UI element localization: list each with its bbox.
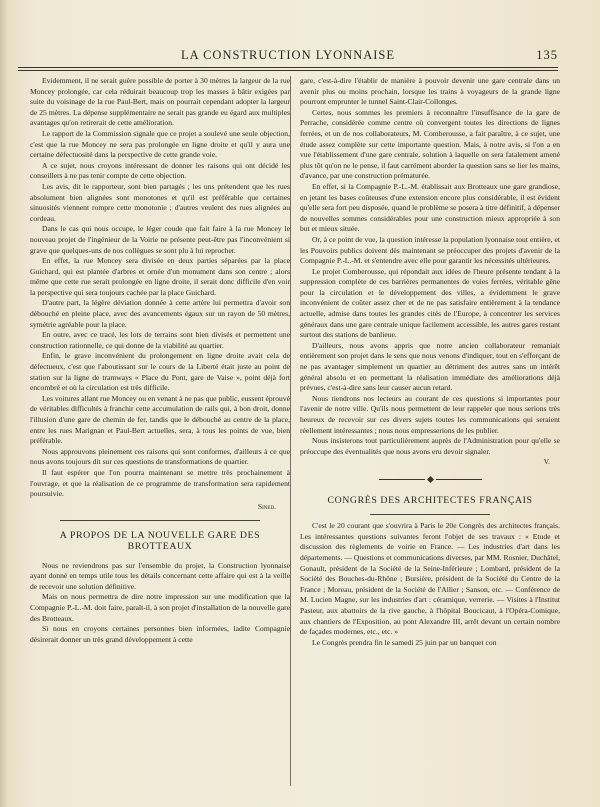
paragraph: En effet, si la Compagnie P.-L.-M. établissait aux Brotteaux une gare grandiose, en jetant les bases coûteuses d'une extension encore plus considérable, il est évident qu'elle sera fort peu disposée, quand le problème se posera à titre définitif, à dépenser de nouvelles sommes considérables pour une construction mieux appropriée à son but et mieux située. bbox=[300, 181, 560, 234]
section-divider bbox=[370, 514, 490, 515]
section-title-congres: CONGRÈS DES ARCHITECTES FRANÇAIS bbox=[327, 494, 533, 506]
paragraph: Il faut espérer que l'on pourra maintenant se mettre très prochainement à l'ouvrage, et que la réalisation de ce programme de transformation sera rapidement poursuivie. bbox=[30, 467, 290, 499]
paragraph: Nous ne reviendrons pas sur l'ensemble du projet, la Construction lyonnaise ayant donné en temps utile tous les détails concernant cette affaire qui est à la veille de recevoir une solution définitive. bbox=[30, 560, 290, 591]
header-rule-double bbox=[18, 70, 558, 71]
section-divider bbox=[60, 520, 260, 521]
right-column bbox=[300, 76, 560, 648]
paragraph: D'autre part, la légère déviation donnée à cette artère lui permettra d'avoir son débouché en pleine place, avec des avancements égaux sur un rayon de 50 mètres, symétrie agréable pour la place. bbox=[30, 298, 290, 329]
page-number: 135 bbox=[536, 48, 558, 62]
paragraph: C'est le 20 courant que s'ouvrira à Paris le 20e Congrès des architectes français. Les intéressantes questions suivantes feront l'objet de ses travaux : « Etude et discussion des règlements de voirie en France. — Les industries d'art dans les départements. — Questions et communications diverses, par MM. Rosnier, Duchâtel, Gonault, président de la Société de la Seine-Inférieure ; Lombard, président de la Société des Bouches-du-Rhône ; Bursière, président de la Société du Centre de la France ; Moreau, président de la Société de l'Allier ; Sanson, etc. — Conférence de M. Lucien Magne, sur les industries d'art : céramique, verrerie. — Visites à l'Institut Pasteur, aux abattoirs de la rive gauche, à l'hôpital Boucicaut, à l'Opéra-Comique, aux chantiers de l'Exposition, au pont Alexandre III, arrêt devant un certain nombre de façades modernes, etc., etc. » bbox=[300, 521, 560, 637]
paragraph: En outre, avec ce tracé, les lots de terrains sont bien divisés et permettent une construction rationnelle, ce qui donne de la viabilité au quartier. bbox=[30, 330, 290, 350]
paragraph: Enfin, le grave inconvénient du prolongement en ligne droite avait cela de défectueux, c'est que l'aboutissant sur le cours de la Liberté était juste au point de station sur la ligne de tramways « Place du Pont, gare de Vaise », point déjà fort encombré et où la circulation est très difficile. bbox=[30, 351, 290, 393]
article-signature: V. bbox=[543, 457, 550, 467]
paragraph: D'ailleurs, nous avons appris que notre ancien collaborateur remaniait entièrement son projet dans le sens que nous venons d'indiquer, tout en s'efforçant de ne pas avantager simplement un quartier au détriment des autres sans un intérêt général absolu et en permettant la réalisation immédiate des améliorations déjà prévues, c'est-à-dire sans leur causer aucun retard. bbox=[300, 340, 560, 393]
paragraph: Si nous en croyons certaines personnes bien informées, ladite Compagnie désirerait donner un très grand développement à cette bbox=[30, 624, 290, 644]
paragraph: Mais on nous permettra de dire notre impression sur une modification que la Compagnie P.-L.-M. doit faire, paraît-il, à son projet d'installation de la nouvelle gare des Brotteaux. bbox=[30, 592, 290, 623]
paragraph: Nous approuvons pleinement ces raisons qui sont conformes, d'ailleurs à ce que nous avons toujours dit sur ces questions de transformations de quartier. bbox=[30, 446, 290, 467]
paragraph: Or, à ce point de vue, la question intéresse la population lyonnaise tout entière, et les Pouvoirs publics doivent dès maintenant se préoccuper des projets d'avenir de la Compagnie P.-L.-M. et s'entendre avec elle pour garantir les nécessités ultérieures. bbox=[300, 234, 560, 266]
left-column bbox=[30, 76, 290, 645]
paragraph: Le rapport de la Commission signale que ce projet a soulevé une seule objection, c'est que la rue Moncey ne sera pas prolongée en ligne droite et qu'il y aura une certaine défectuosité dans la perspective de cette grande voie. bbox=[30, 128, 290, 160]
paragraph: Le projet Comberousse, qui répondait aux idées de l'heure présente tendant à la suppression complète de ces barrières permanentes de voies ferrées, véritable gêne pour la circulation et le développement des villes, a évidemment le grave inconvénient de coûter assez cher et de ne pas satisfaire entièrement à la tendance actuelle, admise dans toutes les grandes cités de l'Europe, à concentrer les services généraux dans une gare centrale unique facilement accessible, les autres gares restant surtout des stations de banlieue. bbox=[300, 266, 560, 340]
running-title: LA CONSTRUCTION LYONNAISE bbox=[180, 48, 396, 62]
paragraph: Certes, nous sommes les premiers à reconnaître l'insuffisance de la gare de Perrache, considérée comme centre où convergent toutes les directions de lignes ferrées, et un de nos collaborateurs, M. Comberousse, a fait paraître, à ce sujet, une étude assez complète sur cette importante question. Mais, à notre avis, si l'on a en vue l'établissement d'une gare centrale, solution à laquelle on sera fatalement amené plus tôt qu'on ne le pense, il faut carrément aborder la question sans se lier les mains, d'avance, par une construction prématurée. bbox=[300, 107, 560, 181]
paragraph: Les voitures allant rue Moncey ou en venant à ne pas que public, eussent éprouvé de véritables difficultés à franchir cette accumulation de rails qui, à bon droit, donne l'illusion d'une gare de chemin de fer, tandis que le débouché au centre de la place, entre les rues Marignan et Paul-Bert actuelles, sera, à tous les points de vue, bien préférable. bbox=[30, 393, 290, 446]
page-spine-shadow bbox=[0, 0, 8, 807]
page-header bbox=[18, 48, 558, 66]
section-title-brotteaux: A PROPOS DE LA NOUVELLE GARE DES BROTTEAUX bbox=[59, 530, 261, 552]
paragraph: Dans le cas qui nous occupe, le léger coude que fait faire à la rue Moncey le nouveau projet de l'ingénieur de la Voirie ne présente peut-être pas l'inconvénient si grave que quelques-uns de nos collègues se sont plu à lui reprocher. bbox=[30, 224, 290, 255]
paragraph: Nous tiendrons nos lecteurs au courant de ces questions si importantes pour l'avenir de notre ville. Qu'ils nous permettent de leur rappeler que nous serions très heureux de recevoir sur ces divers sujets toutes les communications qui seraient réellement intéressantes ; nous nous empresserions de les publier. bbox=[300, 393, 560, 435]
paragraph: A ce sujet, nous croyons intéressant de donner les raisons qui ont décidé les conseillers à ne pas tenir compte de cette objection. bbox=[30, 160, 290, 181]
paragraph: Les avis, dit le rapporteur, sont bien partagés ; les uns prétendent que les rues absolument bien alignées sont monotones et qu'il est préférable que certaines sinuosités viennent rompre cette monotonie ; d'autres veulent des rues alignées au cordeau. bbox=[30, 181, 290, 223]
paragraph: En effet, la rue Moncey sera divisée en deux parties séparées par la place Guichard, qui est plantée d'arbres et ornée d'un monument dans son centre ; alors même que cette rue serait prolongée en ligne droite, il serait donc difficile d'en voir la perspective qui sera toujours cachée par la place Guichard. bbox=[30, 256, 290, 297]
ornamental-divider bbox=[300, 475, 560, 486]
header-rule bbox=[18, 67, 558, 68]
paragraph: Evidemment, il ne serait guère possible de porter à 30 mètres la largeur de la rue Moncey prolongée, car cela réduirait beaucoup trop les masses à bâtir exigées par suite du voisinage de la rue Paul-Bert, mais on pourrait cependant adopter la largeur de 25 mètres. La dépense supplémentaire ne serait pas grande eu égard aux multiples avantages qu'on retirerait de cette amélioration. bbox=[30, 76, 290, 128]
paragraph: gare, c'est-à-dire l'établir de manière à pouvoir devenir une gare centrale dans un avenir plus ou moins prochain, lorsque les trains à voyageurs de la grande ligne pourront emprunter le tunnel Saint-Clair-Collonges. bbox=[300, 76, 560, 107]
paragraph: Le Congrès prendra fin le samedi 25 juin par un banquet con bbox=[312, 637, 497, 647]
article-signature: Sined. bbox=[257, 501, 276, 511]
column-divider bbox=[290, 76, 291, 786]
paragraph: Nous insisterons tout particulièrement auprès de l'Administration pour qu'elle se préoccupe des éventualités que nous avons eru devoir signaler. bbox=[300, 436, 560, 456]
